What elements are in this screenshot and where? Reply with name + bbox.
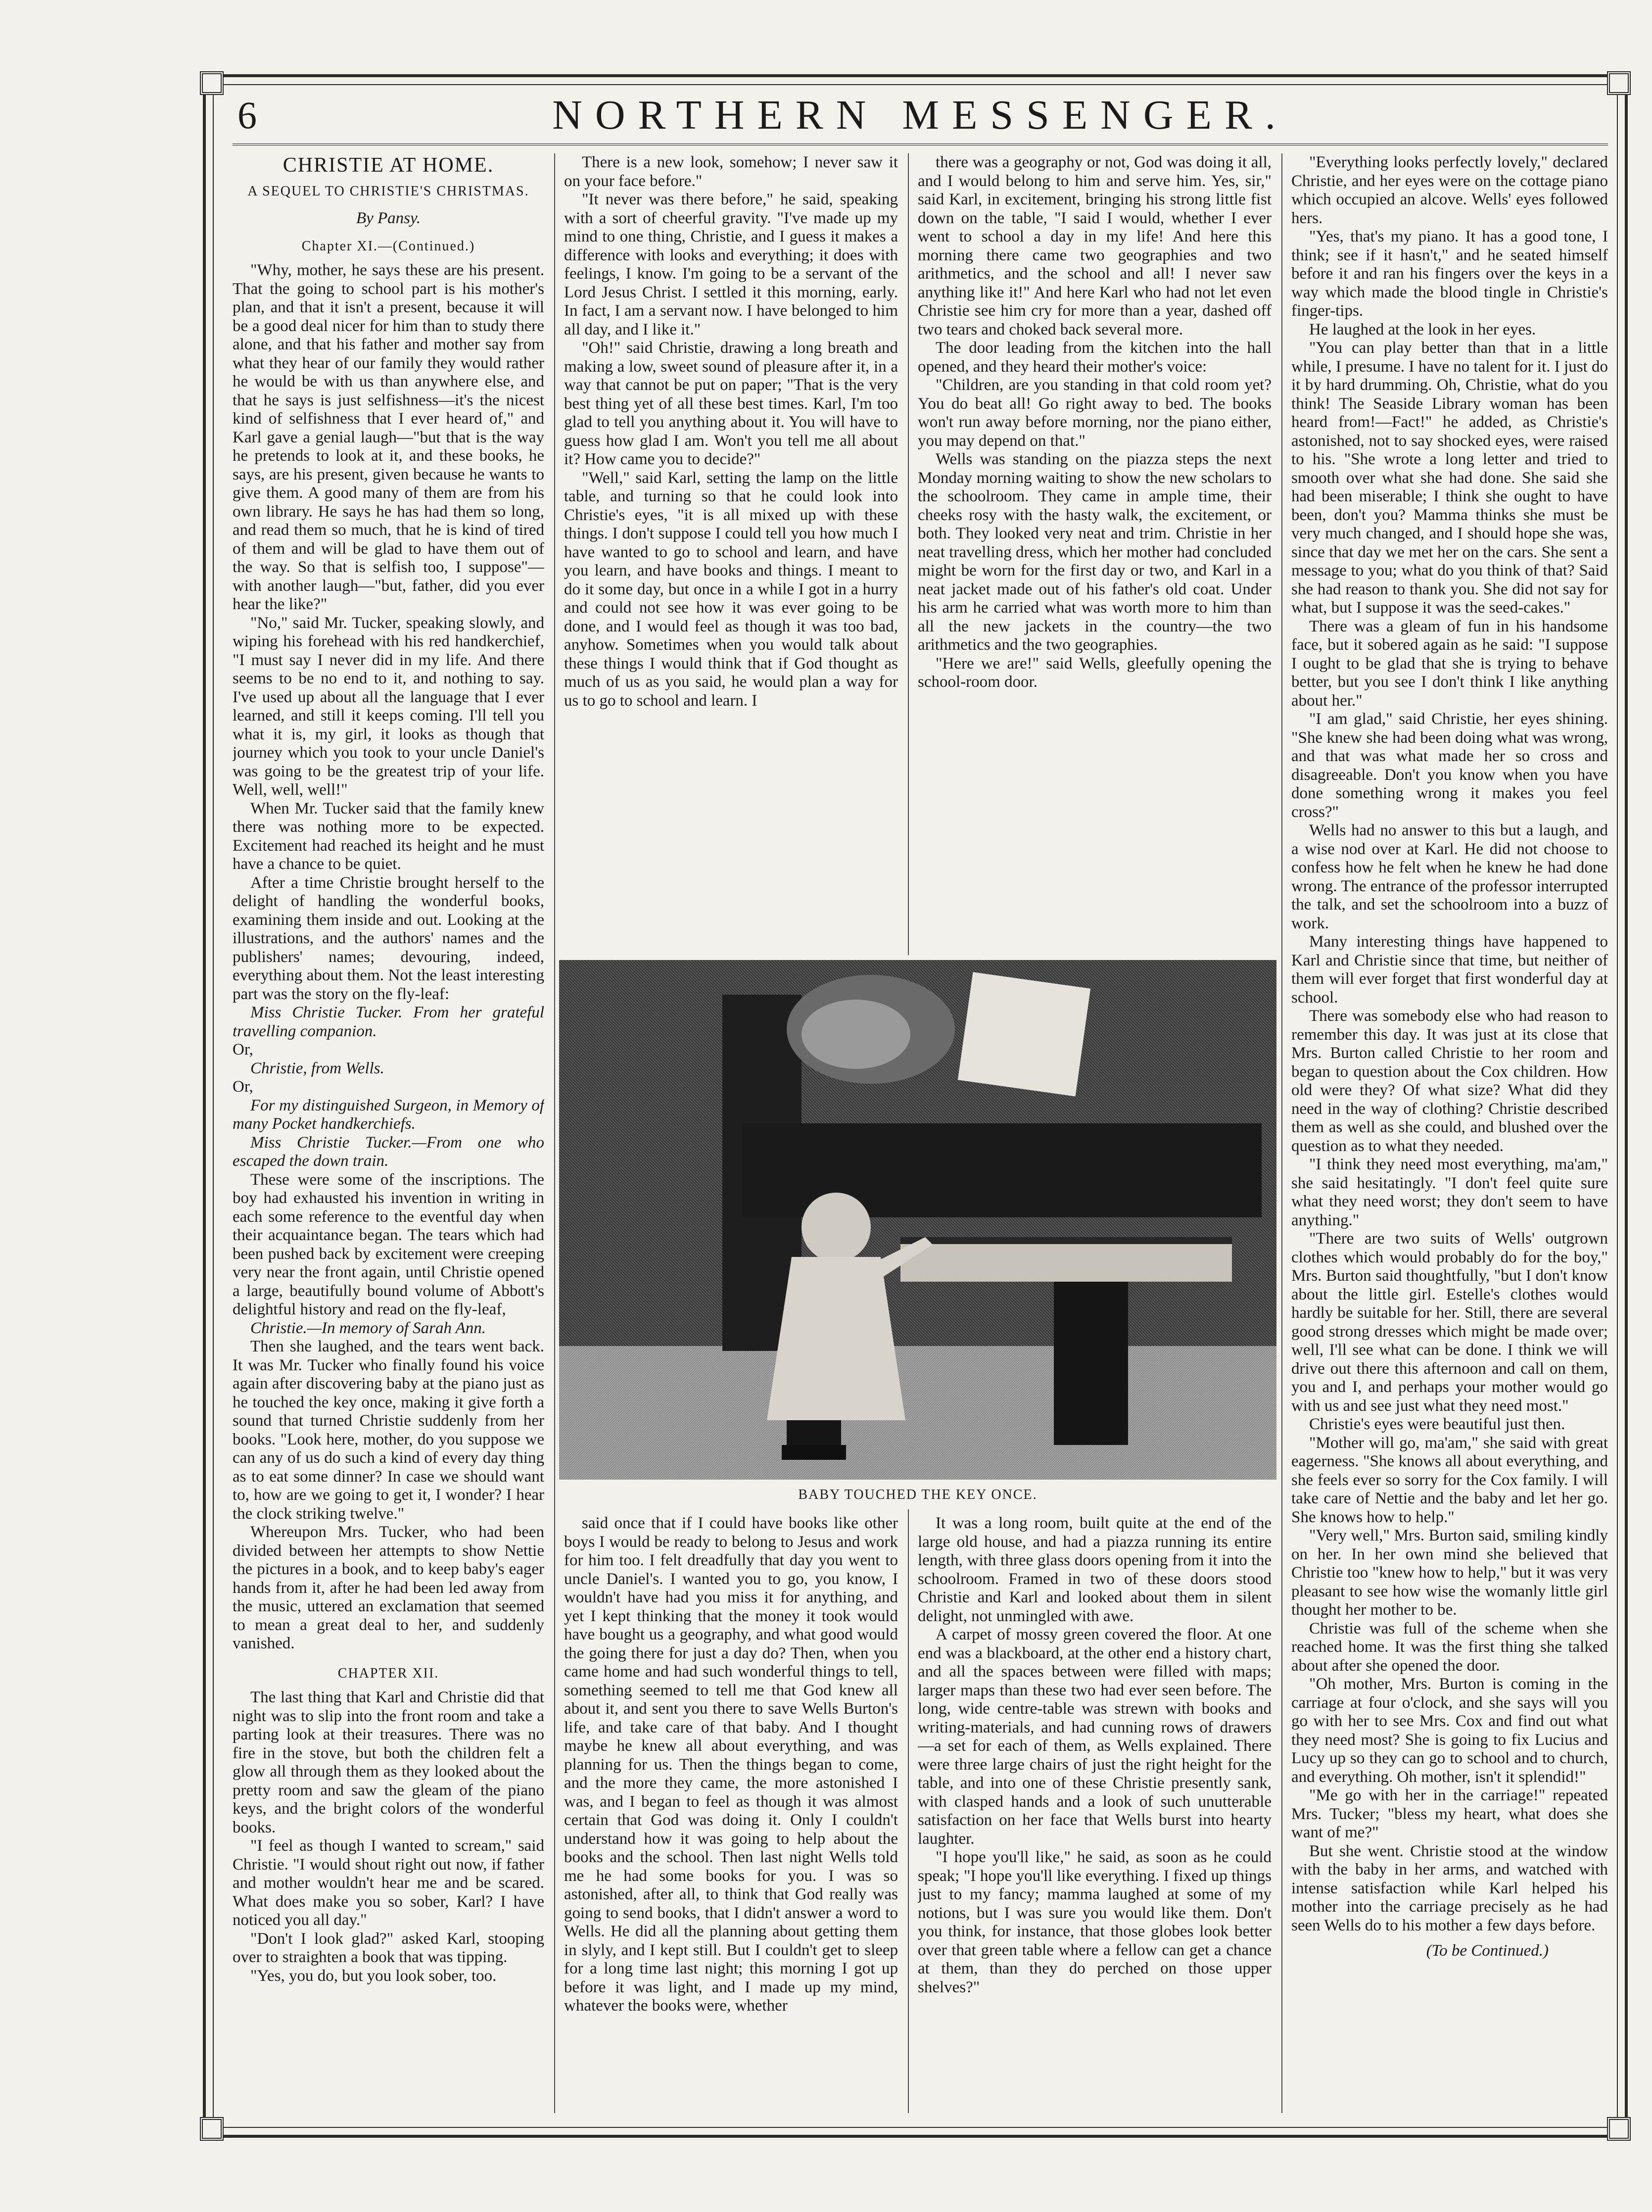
paragraph: "I hope you'll like," he said, as soon as he could speak; "I hope you'll like everything. I fixed up things just to my fancy; mamma laughed at some of my notions, but I was sure you would like them. Don't you think, for instance, that those globes look better over that green table where a fellow can get a chance at them, than they do perched on those upper shelves?"	[918, 1848, 1272, 1996]
paragraph: "It never was there before," he said, speaking with a sort of cheerful gravity. "I've made up my mind to one thing, Christie, and I guess it makes a difference with looks and everything; it does with feelings, I know. I'm going to be a servant of the Lord Jesus Christ. I settled it this morning, early. In fact, I am a servant now. I have belonged to him all day, and I like it."	[564, 191, 898, 338]
column-3-text-continued	[918, 1514, 1272, 1997]
paragraph: It was a long room, built quite at the end of the large old house, and had a piazza running its entire length, with three glass doors opening from it into the schoolroom. Framed in two of these doors stood Christie and Karl and looked about them in silent delight, not unmingled with awe.	[918, 1514, 1272, 1625]
paragraph: Wells was standing on the piazza steps the next Monday morning waiting to show the new scholars to the schoolroom. They came in ample time, their cheeks rosy with the hasty walk, the excitement, or both. They looked very neat and trim. Christie in her neat travelling dress, which her mother had concluded might be worn for the first day or two, and Karl in a neat jacket made out of his father's old coat. Under his arm he carried what was worth more to him than all the new jackets in the country—the two arithmetics and the two geographies.	[918, 450, 1272, 654]
paragraph: Miss Christie Tucker. From her grateful travelling companion.	[233, 1004, 544, 1040]
column-divider	[554, 153, 555, 2113]
paragraph: "Me go with her in the carriage!" repeated Mrs. Tucker; "bless my heart, what does she want of me?"	[1291, 1786, 1608, 1841]
illustration-caption: BABY TOUCHED THE KEY ONCE.	[798, 1487, 1038, 1502]
paragraph: There is a new look, somehow; I never saw it on your face before."	[564, 153, 898, 190]
paragraph: Christie, from Wells.	[250, 1059, 384, 1077]
paragraph: Christie.—In memory of Sarah Ann.	[250, 1319, 486, 1337]
column-divider	[1281, 153, 1282, 2113]
paragraph: "Very well," Mrs. Burton said, smiling kindly on her. In her own mind she believed that Christie too "knew how to help," but it was very pleasant to see how wise the womanly little girl thought her mother to be.	[1291, 1527, 1608, 1619]
column-3-top	[918, 153, 1272, 955]
paragraph: Many interesting things have happened to Karl and Christie since that time, but neither of them will ever forget that first wonderful day at school.	[1291, 933, 1608, 1007]
paragraph: Miss Christie Tucker.—From one who escaped the down train.	[233, 1133, 544, 1170]
column-3-text	[918, 153, 1272, 692]
paragraph: A carpet of mossy green covered the floor. At one end was a blackboard, at the other end a history chart, and all the spaces between were filled with maps; larger maps than these two had ever seen before. The long, wide centre-table was strewn with books and writing-materials, and had cunning rows of drawers—a set for each of them, as Wells explained. There were three large chairs of just the right height for the table, and into one of these Christie presently sank, with clasped hands and a look of such unutterable satisfaction on her face that Wells burst into hearty laughter.	[918, 1626, 1272, 1848]
paragraph: Whereupon Mrs. Tucker, who had been divided between her attempts to show Nettie the pictures in a book, and to keep baby's eager hands from it, after he had been led away from the music, uttered an exclamation that seemed to mean a great deal to her, and suddenly vanished.	[233, 1523, 544, 1652]
paragraph: said once that if I could have books like other boys I would be ready to belong to Jesus and work for him too. I felt dreadfully that day you went to uncle Daniel's. I wanted you to go, you know, I wouldn't have had you miss it for anything, and yet I kept thinking that the money it took would have bought us a geography, and what good would the going there for just a day do? Then, when you came home and had such wonderful things to tell, something seemed to tell me that God knew all about it, and sent you there to save Wells Burton's life, and take care of that baby. And I thought maybe he knew all about everything, and was planning for us. Then the things began to come, and the more they came, the more astonished I was, and I began to feel as though it was almost certain that God was doing it. Only I couldn't understand how it was going to help about the books and the school. Then last night Wells told me he had some books for you. I was so astonished, after all, to think that God really was going to send books, that I didn't answer a word to Wells. He did all the planning about getting them in slyly, and I kept still. But I couldn't get to sleep for a long time last night; this morning I got up before it was light, and I made up my mind, whatever the books were, whether	[564, 1514, 898, 2015]
paragraph: Or,	[233, 1078, 253, 1096]
column-1-text	[233, 261, 544, 1653]
masthead-title: NORTHERN MESSENGER.	[552, 92, 1288, 138]
paragraph: there was a geography or not, God was doing it all, and I would belong to him and serve him. Yes, sir," said Karl, in excitement, bringing his strong little fist down on the table, "I said I would, whether I ever went to school a day in my life! And here this morning there came two geographies and two arithmetics, and the school and all! I never saw anything like it!" And here Karl who had not let even Christie see him cry for more than a year, dashed off two tears and choked back several more.	[918, 153, 1272, 338]
paragraph: There was a gleam of fun in his handsome face, but it sobered again as he said: "I suppose I ought to be glad that she is trying to behave better, but you see I don't think I like anything about her."	[1291, 617, 1608, 710]
paragraph: "Yes, that's my piano. It has a good tone, I think; see if it hasn't," and he seated himself before it and ran his fingers over the keys in a way which made the blood tingle in Christie's finger-tips.	[1291, 228, 1608, 320]
paragraph: Christie's eyes were beautiful just then.	[1309, 1415, 1565, 1433]
column-4-text	[1291, 153, 1608, 1935]
paragraph: These were some of the inscriptions. The boy had exhausted his invention in writing in each some reference to the eventful day when their acquaintance began. The tears which had been pushed back by excitement were creeping very near the front again, until Christie opened a large, beautifully bound volume of Abbott's delightful history and read on the fly-leaf,	[233, 1170, 544, 1318]
page-header	[233, 84, 1608, 139]
column-3-bottom	[918, 1514, 1272, 2113]
paragraph: The last thing that Karl and Christie did that night was to slip into the front room and take a parting look at their treasures. There was no fire in the stove, but both the children felt a glow all through them as they looked about the pretty room and saw the gleam of the piano keys, and the bright colors of the wonderful books.	[233, 1688, 544, 1836]
paragraph: "There are two suits of Wells' outgrown clothes which would probably do for the boy," Mrs. Burton said thoughtfully, "but I don't know about the little girl. Estelle's clothes would hardly be suitable for her. Still, there are several good strong dresses which might be made over; well, I'll see what can be done. I think we will drive out there this afternoon and call on them, you and I, and perhaps your mother would go with us and see just what they need most."	[1291, 1230, 1608, 1415]
paragraph: "Oh!" said Christie, drawing a long breath and making a low, sweet sound of pleasure after it, in a way that cannot be put on paper; "That is the very best thing yet of all these best times. Karl, I'm too glad to tell you anything about it. You will have to guess how glad I am. Won't you tell me all about it? How came you to decide?"	[564, 339, 898, 468]
paragraph: Christie was full of the scheme when she reached home. It was the first thing she talked about after she opened the door.	[1291, 1619, 1608, 1675]
paragraph: When Mr. Tucker said that the family knew there was nothing more to be expected. Excitement had reached its height and he must have a chance to be quiet.	[233, 799, 544, 873]
page-number: 6	[237, 94, 257, 137]
paragraph: "Why, mother, he says these are his present. That the going to school part is his mother's plan, and that it isn't a present, because it will be a good deal nicer for him than to study there alone, and that his father and mother say from what they hear of our family they would rather he would be with us than anywhere else, and that he says is just selfishness—it's the nicest kind of selfishness that I ever heard of," and Karl gave a genial laugh—"but that is the way he pretends to look at it, and these books, he says, are his present, given because he wants to give them. A good many of them are from his own library. He says he has had them so long, and read them so much, that he is kind of tired of them and will be glad to have them out of the way. So that is selfish too, I suppose"—with another laugh—"but, father, did you ever hear the like?"	[233, 261, 544, 613]
story-byline: By Pansy.	[356, 209, 421, 227]
chapter-heading-xii: CHAPTER XII.	[337, 1665, 439, 1681]
corner-ornament	[1607, 71, 1631, 95]
paragraph: Or,	[233, 1041, 253, 1058]
paragraph: But she went. Christie stood at the window with the baby in her arms, and watched with intense satisfaction while Karl helped his mother into the carriage precisely as he had seen Wells do to his mother a few days before.	[1291, 1842, 1608, 1934]
corner-ornament	[200, 2117, 224, 2141]
paragraph: "Children, are you standing in that cold room yet? You do beat all! Go right away to bed. The books won't run away before morning, nor the piano either, you may depend on that."	[918, 376, 1272, 450]
column-1-text-continued	[233, 1688, 544, 1985]
paragraph: For my distinguished Surgeon, in Memory of many Pocket handkerchiefs.	[233, 1096, 544, 1133]
column-2-top	[564, 153, 898, 955]
paragraph: "Mother will go, ma'am," she said with great eagerness. "She knows all about everything, and she feels ever so sorry for the Cox family. I will take care of Nettie and the baby and let her go. She knows how to help."	[1291, 1434, 1608, 1526]
paragraph: The door leading from the kitchen into the hall opened, and they heard their mother's voice:	[918, 339, 1272, 376]
corner-ornament	[200, 71, 224, 95]
paragraph: After a time Christie brought herself to the delight of handling the wonderful books, examining them inside and out. Looking at the illustrations, and the authors' names and the publishers' names; devouring, indeed, everything about them. Not the least interesting part was the story on the fly-leaf:	[233, 873, 544, 1003]
column-1	[233, 153, 544, 2113]
corner-ornament	[1607, 2117, 1631, 2141]
engraving-illustration	[559, 960, 1276, 1480]
paragraph: "Oh mother, Mrs. Burton is coming in the carriage at four o'clock, and she says will you go with her to see Mrs. Cox and find out what they need most? She is going to fix Lucius and Lucy up so they can go to school and to church, and everything. Oh mother, isn't it splendid!"	[1291, 1675, 1608, 1786]
paragraph: He laughed at the look in her eyes.	[1309, 320, 1536, 338]
column-4	[1291, 153, 1608, 2113]
paragraph: Then she laughed, and the tears went back. It was Mr. Tucker who finally found his voice again after discovering baby at the piano just as he touched the key once, making it give forth a sound that turned Christie suddenly from her books. "Look here, mother, do you suppose we can any of us do such a kind of every day thing as to eat some dinner? In case we should want to, how are we going to get it, I wonder? I hear the clock striking twelve."	[233, 1338, 544, 1523]
column-2-bottom	[564, 1514, 898, 2113]
paragraph: "I think they need most everything, ma'am," she said hesitatingly. "I don't feel quite sure what they need worst; they don't seem to have anything."	[1291, 1155, 1608, 1229]
story-subtitle: A SEQUEL TO CHRISTIE'S CHRISTMAS.	[247, 183, 529, 199]
chapter-heading: Chapter XI.—(Continued.)	[301, 238, 475, 254]
paragraph: "I am glad," said Christie, her eyes shining. "She knew she had been doing what was wrong, and that was what made her so cross and disagreeable. Don't you know when you have done something wrong it makes you feel cross?"	[1291, 710, 1608, 821]
piano-engraving-image	[559, 960, 1276, 1480]
paragraph: Wells had no answer to this but a laugh, and a wise nod over at Karl. He did not choose to confess how he felt when he knew he had done wrong. The entrance of the professor interrupted the talk, and set the schoolroom into a buzz of work.	[1291, 821, 1608, 932]
column-divider	[908, 1509, 909, 2113]
paragraph: "Well," said Karl, setting the lamp on the little table, and turning so that he could look into Christie's eyes, "it is all mixed up with these things. I don't suppose I could tell you how much I have wanted to go to school and learn, and have you learn, and have books and things. I meant to do it some day, but once in a while I got in a hurry and could not see how it was ever going to be done, and I would feel as though it was too bad, anyhow. Sometimes when you would talk about these things I would think that if God thought as much of us as you said, he would plan a way for us to go to school and learn. I	[564, 469, 898, 710]
paragraph: "Here we are!" said Wells, gleefully opening the school-room door.	[918, 654, 1272, 691]
column-2-text	[564, 153, 898, 710]
story-title: CHRISTIE AT HOME.	[283, 154, 494, 177]
paragraph: "No," said Mr. Tucker, speaking slowly, and wiping his forehead with his red handkerchief, "I must say I never did in my life. And there seems to be no end to it, and nothing to say. I've used up about all the language that I ever learned, and still it keeps coming. I'll tell you what it is, my girl, it looks as though that journey which you took to your uncle Daniel's was going to be the greatest trip of your life. Well, well, well!"	[233, 614, 544, 799]
paragraph: "Everything looks perfectly lovely," declared Christie, and her eyes were on the cottage piano which occupied an alcove. Wells' eyes followed hers.	[1291, 153, 1608, 227]
paragraph: There was somebody else who had reason to remember this day. It was just at its close that Mrs. Burton called Christie to her room and began to question about the Cox children. How old were they? Of what size? What did they need in the way of clothing? Christie described them as well as she could, and blushed over the question as to what they needed.	[1291, 1007, 1608, 1155]
paragraph: "You can play better than that in a little while, I presume. I have no talent for it. I just do it by hard drumming. Oh, Christie, what do you think! The Seaside Library woman has been heard from!—Fact!" he added, as Christie's astonished, not to say shocked eyes, were raised to his. "She wrote a long letter and tried to smooth over what she had done. She said she had been miserable; I think she ought to have been, don't you? Mamma thinks she must be very much changed, and I should hope she was, since that day we met her on the cars. She sent a message to you; what do you think of that? Said she had reason to thank you. She did not say for what, but I suppose it was the seed-cakes."	[1291, 339, 1608, 617]
column-2-text-continued	[564, 1514, 898, 2016]
column-divider	[908, 153, 909, 955]
paragraph: "I feel as though I wanted to scream," said Christie. "I would shout right out now, if father and mother wouldn't hear me and be scared. What does make you so sober, Karl? I have noticed you all day."	[233, 1837, 544, 1929]
header-rule	[233, 144, 1608, 145]
paragraph: "Yes, you do, but you look sober, too.	[250, 1967, 497, 1985]
paragraph: "Don't I look glad?" asked Karl, stooping over to straighten a book that was tipping.	[233, 1929, 544, 1966]
to-be-continued: (To be Continued.)	[1426, 1942, 1549, 1960]
